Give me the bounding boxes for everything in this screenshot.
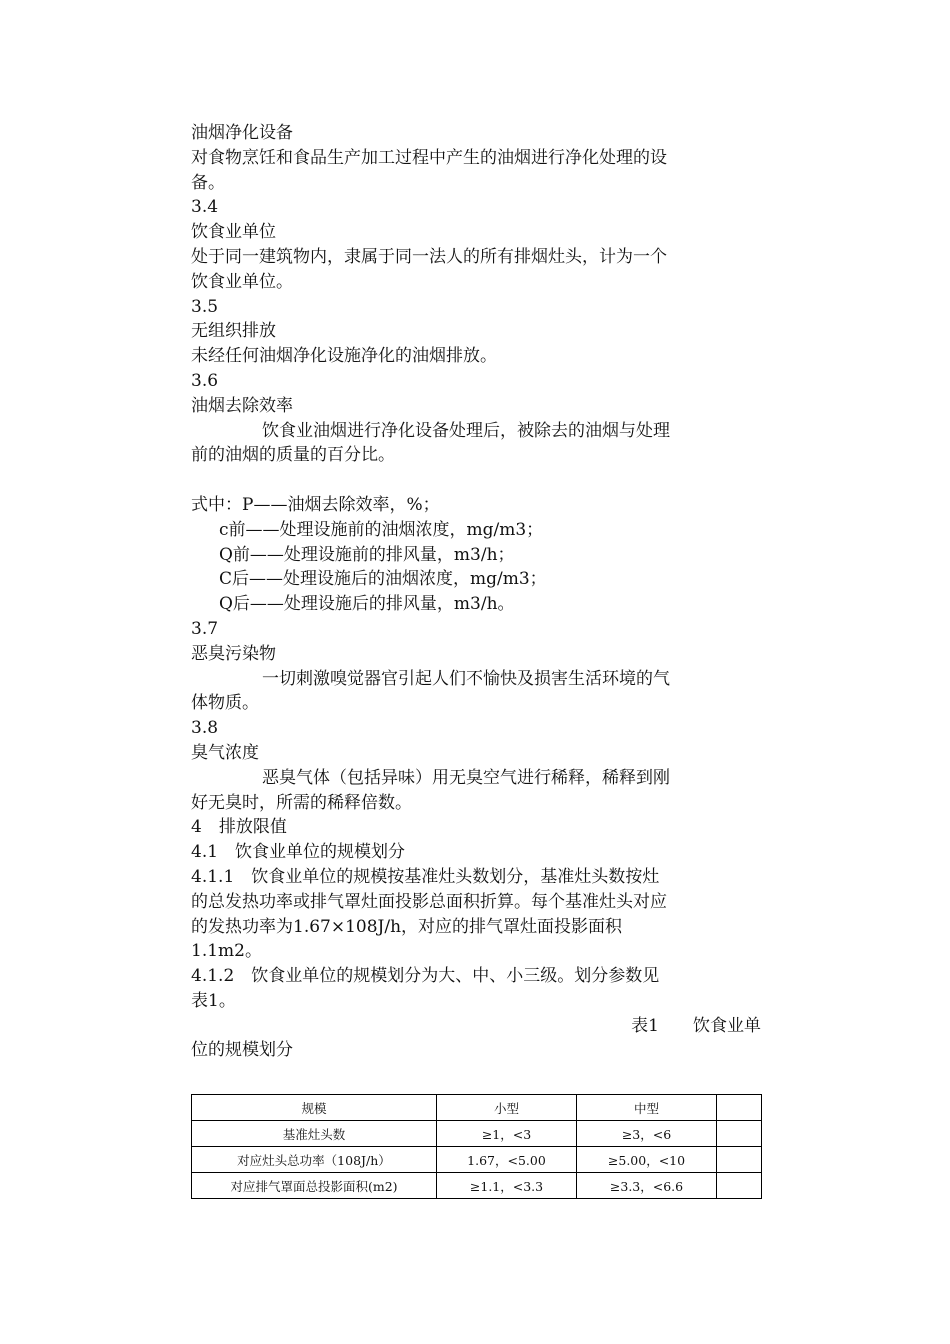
table-cell: ≥1.1，<3.3 — [437, 1173, 577, 1199]
clause-number: 3.4 — [191, 197, 219, 218]
definition-text: 体物质。 — [191, 693, 259, 714]
formula-legend-item: C后——处理设施后的油烟浓度，mg/m3； — [219, 569, 547, 590]
clause-number: 3.8 — [191, 718, 219, 739]
document-body — [191, 121, 761, 1063]
definition-text: 备。 — [191, 172, 225, 193]
clause-text: 4.1.1 饮食业单位的规模按基准灶头数划分，基准灶头数按灶 — [191, 866, 660, 887]
table-cell: 对应灶头总功率（108J/h） — [192, 1147, 437, 1173]
table-cell: ≥3.3，<6.6 — [577, 1173, 717, 1199]
clause-text: 4.1.2 饮食业单位的规模划分为大、中、小三级。划分参数见 — [191, 966, 660, 987]
definition-text: 对食物烹饪和食品生产加工过程中产生的油烟进行净化处理的设 — [191, 147, 667, 168]
clause-text: 的发热功率为1.67×108J/h，对应的排气罩灶面投影面积 — [191, 916, 623, 937]
table-cell — [717, 1147, 762, 1173]
term-title: 无组织排放 — [191, 321, 276, 342]
definition-text: 好无臭时，所需的稀释倍数。 — [191, 792, 412, 813]
term-title: 油烟去除效率 — [191, 395, 293, 416]
table-cell: ≥5.00，<10 — [577, 1147, 717, 1173]
header-cell: 小型 — [437, 1095, 577, 1121]
definition-text: 未经任何油烟净化设施净化的油烟排放。 — [191, 346, 497, 367]
table-header-row — [192, 1095, 762, 1121]
formula-legend-item: Q前——处理设施前的排风量，m3/h； — [219, 544, 515, 565]
clause-number: 3.6 — [191, 370, 219, 391]
clause-text: 表1。 — [191, 990, 236, 1011]
table-row — [192, 1173, 762, 1199]
definition-text: 饮食业油烟进行净化设备处理后，被除去的油烟与处理 — [262, 420, 670, 441]
term-title: 油烟净化设备 — [191, 123, 293, 143]
formula-legend-item: Q后——处理设施后的排风量，m3/h。 — [219, 594, 515, 615]
table-cell: ≥3，<6 — [577, 1121, 717, 1147]
table-caption-continued: 位的规模划分 — [191, 1040, 293, 1061]
definition-text: 前的油烟的质量的百分比。 — [191, 445, 395, 466]
table-cell: 对应排气罩面总投影面积(m2) — [192, 1173, 437, 1199]
table-cell: 1.67，<5.00 — [437, 1147, 577, 1173]
table-cell: 基准灶头数 — [192, 1121, 437, 1147]
formula-legend: 式中：P——油烟去除效率，%； — [191, 494, 440, 515]
header-cell: 规模 — [192, 1095, 437, 1121]
section-heading: 4 排放限值 — [191, 817, 287, 838]
clause-text: 的总发热功率或排气罩灶面投影总面积折算。每个基准灶头对应 — [191, 891, 667, 912]
header-cell — [717, 1095, 762, 1121]
formula-gap — [191, 468, 761, 493]
term-title: 饮食业单位 — [191, 222, 276, 243]
table-cell — [717, 1173, 762, 1199]
header-cell: 中型 — [577, 1095, 717, 1121]
definition-text: 饮食业单位。 — [191, 271, 293, 292]
table-cell: ≥1，<3 — [437, 1121, 577, 1147]
definition-text: 恶臭气体（包括异味）用无臭空气进行稀释，稀释到刚 — [262, 767, 670, 788]
definition-text: 处于同一建筑物内，隶属于同一法人的所有排烟灶头，计为一个 — [191, 246, 667, 267]
subsection-heading: 4.1 饮食业单位的规模划分 — [191, 842, 406, 863]
clause-number: 3.7 — [191, 618, 219, 639]
scale-classification-table — [191, 1094, 762, 1199]
definition-text: 一切刺激嗅觉器官引起人们不愉快及损害生活环境的气 — [262, 668, 670, 689]
term-title: 恶臭污染物 — [191, 643, 276, 664]
clause-number: 3.5 — [191, 296, 219, 317]
clause-text: 1.1m2。 — [191, 941, 262, 962]
term-title: 臭气浓度 — [191, 742, 259, 763]
table-cell — [717, 1121, 762, 1147]
table-row — [192, 1121, 762, 1147]
table-caption: 表1 饮食业单 — [631, 1015, 761, 1036]
table-row — [192, 1147, 762, 1173]
formula-legend-item: c前——处理设施前的油烟浓度，mg/m3； — [219, 519, 544, 540]
